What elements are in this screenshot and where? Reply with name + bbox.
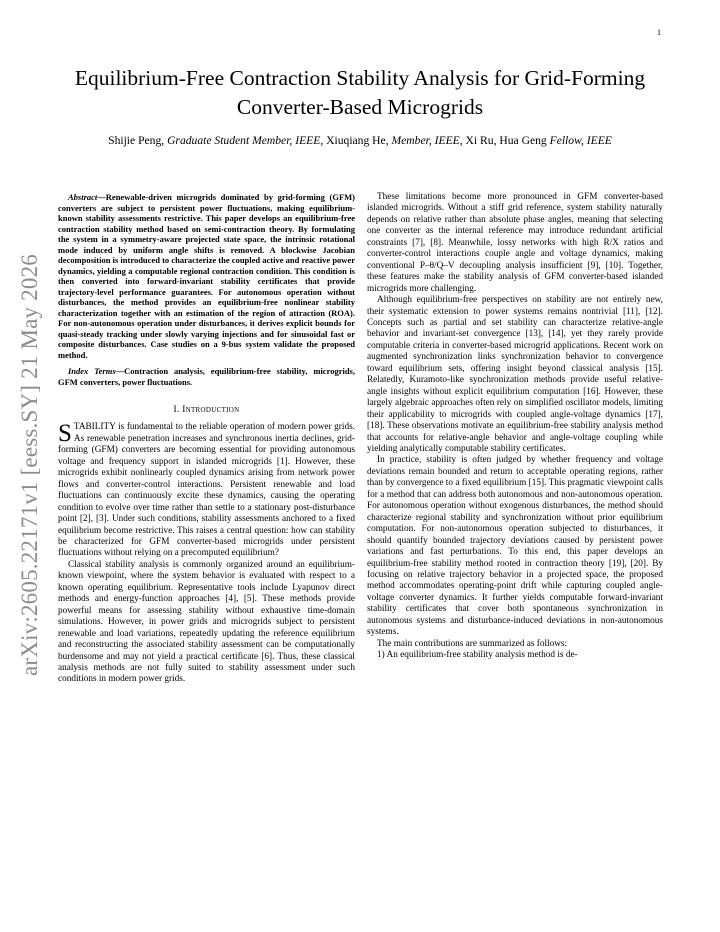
abstract: Abstract—Renewable-driven microgrids dominated by grid-forming (GFM) converters are subject to persistent power fluctuations, making equilibrium-known stability assessments restrictive. This paper develops an equilibrium-free contraction stability method based on semi-contraction theory. By formulating the system in a symmetry-aware projected state space, the intrinsic rotational mode induced by uniform angle shifts is removed. A blockwise Jacobian decomposition is introduced to characterize the coupled active and reactive power dynamics, yielding a computable regional contraction condition. This condition is then converted into forward-invariant stability certificates that provide trajectory-level performance guarantees. For autonomous operation without disturbances, the method provides an equilibrium-free nonlinear stability characterization together with an estimation of the region of attraction (ROA). For non-autonomous operation under disturbances, it derives explicit bounds for quasi-steady tracking under slowly varying injections and for sinusoidal fast or composite disturbances. Case studies on a 9-bus system validate the proposed method. [58,192,355,360]
section-heading: I. Introduction [173,405,240,415]
arxiv-id: arXiv:2605.22171v1 [eess.SY] 21 May 2026 [17,254,42,676]
page-number: 1 [657,28,661,37]
author-2-name: Xiuqiang He [326,134,386,147]
index-terms: Index Terms—Contraction analysis, equilibrium-free stability, microgrids, GFM converters, power fluctuations. [58,366,355,387]
author-4-role: Fellow, IEEE [549,134,612,147]
right-paragraph-2: Although equilibrium-free perspectives on stability are not entirely new, their systematic extension to power systems remains nontrivial [11], [12]. Concepts such as partial and set stability can characterize relative-angle behavior and invariant-set convergence [13], [14], yet they rarely provide computable criteria in converter-based microgrid applications. Recent work on augmented synchronization links synchronization behavior to convergence toward equilibrium sets, offering insight beyond classical analysis [15]. Relatedly, Kuramoto-like synchronization methods provide useful relative-angle insights without explicit equilibrium computation [16]. However, these largely algebraic approaches often rely on simplified oscillator models, limiting their applicability to microgrids with coupled angle-voltage dynamics [17], [18]. These observations motivate an equilibrium-free stability analysis method that accounts for relative-angle behavior and angle-voltage coupling while yielding analytically computable stability certificates. [367,295,663,454]
author-1-role: Graduate Student Member, IEEE [167,134,321,147]
right-paragraph-3: In practice, stability is often judged by whether frequency and voltage deviations remain bounded and return to acceptable operating regions, rather than by convergence to a fixed equilibrium [15]. This pragmatic viewpoint calls for a method that can address both autonomous and non-autonomous operation. For autonomous operation without exogenous disturbances, the method should characterize regional stability and synchronization without prior equilibrium computation. For non-autonomous operation subjected to disturbances, it should quantify bounded trajectory deviations caused by persistent power variations and fast perturbations. To this end, this paper develops an equilibrium-free stability method rooted in contraction theory [19], [20]. By focusing on relative trajectory behavior in a projected space, the proposed method accommodates operating-point drift while capturing coupled angle-voltage converter dynamics. It further yields computable forward-invariant stability certificates that cover both spontaneous synchronization in autonomous systems and disturbance-induced deviations in non-autonomous systems. [367,455,663,638]
drop-cap: S [58,420,72,448]
intro-paragraph-1-text: TABILITY is fundamental to the reliable operation of modern power grids. As renewable penetration increases and synchronous inertia declines, grid-forming (GFM) converters are becoming essential for providing autonomous voltage and frequency support in islanded microgrids [1]. However, these microgrids exhibit nonlinearly coupled dynamics arising from network power flows and converter-control interactions. Persistent renewable and load fluctuations can continuously excite these dynamics, causing the operating condition to evolve over time rather than settle to a stationary post-disturbance point [2], [3]. Under such conditions, stability assessments anchored to a fixed equilibrium become restrictive. This raises a central question: how can stability be characterized for GFM converter-based microgrids under persistent fluctuations without relying on a precomputed equilibrium? [58,422,355,559]
arxiv-stamp [8,254,52,676]
intro-paragraph-2: Classical stability analysis is commonly organized around an equilibrium-known viewpoint, where the system behavior is evaluated with respect to a known operating equilibrium. Representative tools include Lyapunov direct methods and energy-function approaches [4], [5]. These methods provide powerful means for assessing stability without exhaustive time-domain simulations. However, in power grids and microgrids subject to persistent renewable and load variations, repeatedly updating the reference equilibrium and reconstructing the associated stability assessment can be computationally burdensome and may not yield a practical certificate [6]. Thus, these classical analysis methods are not fully suited to stability assessment under such conditions in modern power grids. [58,559,355,685]
right-paragraph-1: These limitations become more pronounced in GFM converter-based islanded microgrids. Without a stiff grid reference, system stability naturally depends on relative rather than absolute phase angles, meaning that selecting one converter as the internal reference may introduce redundant artificial constraints [7], [8]. Meanwhile, lossy networks with high R/X ratios and converter-control interactions couple angle and voltage dynamics, making conventional P–θ/Q–V decoupling analysis insufficient [9], [10]. Together, these features make the stability analysis of GFM converter-based islanded microgrids more challenging. [367,192,663,294]
abstract-label: Abstract [68,192,98,202]
author-line: Shijie Peng, Graduate Student Member, IEEE, Xiuqiang He, Member, IEEE, Xi Ru, Hua Geng Fellow, IEEE [108,134,612,147]
left-column [58,192,355,686]
author-4-name: Hua Geng [499,134,547,147]
author-2-role: Member, IEEE [391,134,460,147]
right-paragraph-5: 1) An equilibrium-free stability analysis method is de- [377,650,578,661]
index-terms-label: Index Terms [68,366,116,376]
abstract-text: Renewable-driven microgrids dominated by grid-forming (GFM) converters are subject to persistent power fluctuations, making equilibrium-known stability assessments restrictive. This paper develops an equilibrium-free contraction stability method based on semi-contraction theory. By formulating the system in a symmetry-aware projected state space, the intrinsic rotational mode induced by uniform angle shifts is removed. A blockwise Jacobian decomposition is introduced to characterize the coupled active and reactive power dynamics, yielding a computable regional contraction condition. This condition is then converted into forward-invariant stability certificates that provide trajectory-level performance guarantees. For autonomous operation without disturbances, the method provides an equilibrium-free nonlinear stability characterization together with an estimation of the region of attraction (ROA). For non-autonomous operation under disturbances, it derives explicit bounds for quasi-steady tracking under slowly varying injections and for sinusoidal fast or composite disturbances. Case studies on a 9-bus system validate the proposed method. [58,192,355,360]
author-3-name: Xi Ru [465,134,494,147]
intro-paragraph-1 [58,422,355,559]
right-paragraph-4: The main contributions are summarized as follows: [377,638,568,649]
author-1-name: Shijie Peng [108,134,162,147]
paper-title: Equilibrium-Free Contraction Stability Analysis for Grid-Forming Converter-Based Microgrids [74,66,646,119]
right-column [367,192,663,662]
index-terms-text: Contraction analysis, equilibrium-free stability, microgrids, GFM converters, power fluctuations. [58,366,355,387]
